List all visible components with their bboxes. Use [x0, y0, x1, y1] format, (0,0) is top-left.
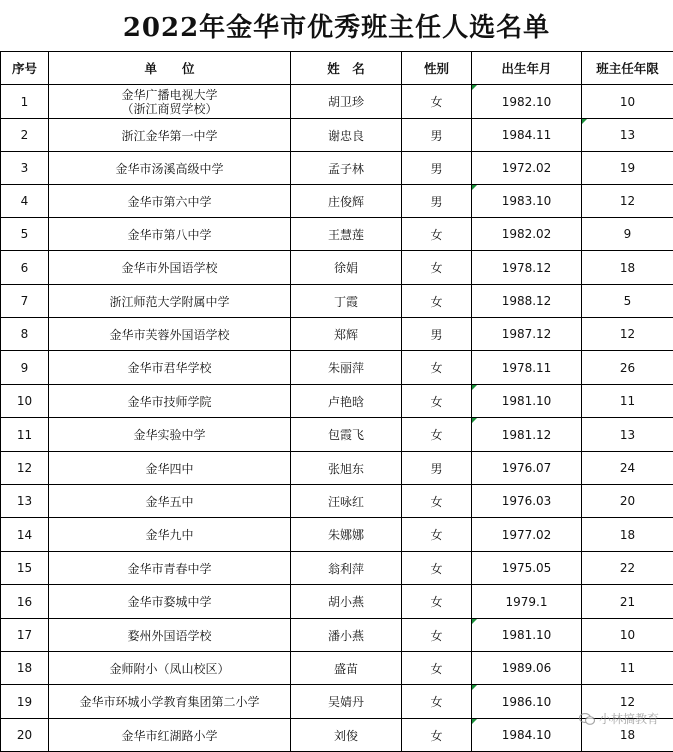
header-birth: 出生年月 [472, 52, 582, 85]
cell-birth: 1978.11 [472, 351, 582, 385]
cell-gender: 女 [402, 85, 472, 119]
cell-years: 11 [582, 652, 673, 685]
cell-gender: 女 [402, 619, 472, 652]
cell-gender: 男 [402, 152, 472, 185]
cell-unit: 金华市青春中学 [49, 552, 291, 585]
cell-gender: 女 [402, 685, 472, 719]
cell-birth: 1976.03 [472, 485, 582, 518]
table-row [1, 119, 673, 152]
cell-years: 12 [582, 318, 673, 351]
cell-years: 11 [582, 385, 673, 418]
cell-unit: 浙江金华第一中学 [49, 119, 291, 152]
cell-birth: 1984.11 [472, 119, 582, 152]
table-row [1, 285, 673, 318]
cell-name: 丁霞 [291, 285, 402, 318]
cell-gender: 男 [402, 185, 472, 218]
cell-index: 6 [1, 251, 49, 285]
cell-years: 26 [582, 351, 673, 385]
table-row [1, 251, 673, 285]
cell-birth: 1988.12 [472, 285, 582, 318]
cell-index: 2 [1, 119, 49, 152]
cell-index: 12 [1, 452, 49, 485]
cell-unit: 金华市第八中学 [49, 218, 291, 251]
cell-years: 13 [582, 119, 673, 152]
cell-years: 10 [582, 619, 673, 652]
table-row [1, 585, 673, 619]
cell-name: 刘俊 [291, 719, 402, 752]
cell-index: 16 [1, 585, 49, 619]
cell-name: 王慧莲 [291, 218, 402, 251]
cell-unit: 金华市技师学院 [49, 385, 291, 418]
table-row [1, 685, 673, 719]
cell-gender: 女 [402, 285, 472, 318]
cell-name: 孟子林 [291, 152, 402, 185]
cell-index: 4 [1, 185, 49, 218]
cell-years: 18 [582, 251, 673, 285]
table-row [1, 418, 673, 452]
unit-line: （浙江商贸学校） [121, 102, 217, 116]
header-row [1, 52, 673, 85]
cell-gender: 女 [402, 652, 472, 685]
watermark-text: 小林搞教育 [599, 710, 659, 727]
cell-gender: 女 [402, 351, 472, 385]
cell-unit [49, 85, 291, 119]
cell-name: 卢艳晗 [291, 385, 402, 418]
cell-years: 5 [582, 285, 673, 318]
watermark [579, 710, 659, 727]
cell-index: 5 [1, 218, 49, 251]
cell-index: 17 [1, 619, 49, 652]
table-row [1, 318, 673, 351]
cell-years: 18 [582, 518, 673, 552]
cell-gender: 男 [402, 119, 472, 152]
cell-index: 18 [1, 652, 49, 685]
header-gender: 性别 [402, 52, 472, 85]
cell-birth: 1982.10 [472, 85, 582, 119]
cell-unit: 金华市芙蓉外国语学校 [49, 318, 291, 351]
cell-birth: 1977.02 [472, 518, 582, 552]
cell-unit: 金华四中 [49, 452, 291, 485]
cell-name: 朱丽萍 [291, 351, 402, 385]
cell-name: 盛苗 [291, 652, 402, 685]
table-row [1, 518, 673, 552]
cell-unit: 金华市汤溪高级中学 [49, 152, 291, 185]
cell-birth: 1975.05 [472, 552, 582, 585]
cell-years: 21 [582, 585, 673, 619]
cell-birth: 1983.10 [472, 185, 582, 218]
cell-birth: 1979.1 [472, 585, 582, 619]
cell-index: 8 [1, 318, 49, 351]
cell-gender: 女 [402, 719, 472, 752]
cell-birth: 1989.06 [472, 652, 582, 685]
cell-name: 谢忠良 [291, 119, 402, 152]
cell-birth: 1972.02 [472, 152, 582, 185]
cell-unit: 金华市君华学校 [49, 351, 291, 385]
cell-gender: 女 [402, 418, 472, 452]
cell-years: 22 [582, 552, 673, 585]
table-row [1, 619, 673, 652]
cell-index: 13 [1, 485, 49, 518]
cell-index: 10 [1, 385, 49, 418]
cell-index: 7 [1, 285, 49, 318]
cell-unit: 金华市第六中学 [49, 185, 291, 218]
cell-unit: 金华市婺城中学 [49, 585, 291, 619]
cell-name: 徐娟 [291, 251, 402, 285]
cell-years: 12 [582, 685, 673, 719]
cell-birth: 1981.10 [472, 619, 582, 652]
cell-unit: 婺州外国语学校 [49, 619, 291, 652]
cell-years: 20 [582, 485, 673, 518]
cell-unit: 金师附小（凤山校区） [49, 652, 291, 685]
cell-index: 20 [1, 719, 49, 752]
cell-unit: 浙江师范大学附属中学 [49, 285, 291, 318]
cell-index: 1 [1, 85, 49, 119]
cell-gender: 男 [402, 318, 472, 351]
table-row [1, 652, 673, 685]
cell-years: 10 [582, 85, 673, 119]
cell-name: 汪咏红 [291, 485, 402, 518]
cell-years: 9 [582, 218, 673, 251]
candidate-table [0, 51, 673, 752]
cell-unit: 金华市环城小学教育集团第二小学 [49, 685, 291, 719]
cell-name: 庄俊辉 [291, 185, 402, 218]
cell-gender: 女 [402, 518, 472, 552]
header-years: 班主任年限 [582, 52, 673, 85]
table-row [1, 485, 673, 518]
cell-index: 19 [1, 685, 49, 719]
cell-unit: 金华实验中学 [49, 418, 291, 452]
cell-gender: 女 [402, 218, 472, 251]
table-row [1, 152, 673, 185]
table-row [1, 218, 673, 251]
cell-years: 12 [582, 185, 673, 218]
table-row [1, 85, 673, 119]
cell-index: 3 [1, 152, 49, 185]
header-name: 姓 名 [291, 52, 402, 85]
cell-birth: 1987.12 [472, 318, 582, 351]
cell-name: 包霞飞 [291, 418, 402, 452]
cell-name: 张旭东 [291, 452, 402, 485]
cell-unit: 金华五中 [49, 485, 291, 518]
cell-name: 胡卫珍 [291, 85, 402, 119]
cell-birth: 1984.10 [472, 719, 582, 752]
cell-name: 朱娜娜 [291, 518, 402, 552]
cell-gender: 男 [402, 452, 472, 485]
cell-birth: 1978.12 [472, 251, 582, 285]
cell-gender: 女 [402, 585, 472, 619]
cell-index: 15 [1, 552, 49, 585]
cell-birth: 1981.10 [472, 385, 582, 418]
cell-name: 翁利萍 [291, 552, 402, 585]
table-row [1, 719, 673, 752]
cell-gender: 女 [402, 385, 472, 418]
cell-birth: 1986.10 [472, 685, 582, 719]
cell-years: 18 [582, 719, 673, 752]
cell-years: 24 [582, 452, 673, 485]
cell-years: 13 [582, 418, 673, 452]
cell-unit: 金华九中 [49, 518, 291, 552]
header-unit: 单 位 [49, 52, 291, 85]
unit-line: 金华广播电视大学 [121, 88, 217, 102]
cell-birth: 1976.07 [472, 452, 582, 485]
table-row [1, 185, 673, 218]
cell-gender: 女 [402, 485, 472, 518]
cell-birth: 1982.02 [472, 218, 582, 251]
page-title: 2022年金华市优秀班主任人选名单 [0, 0, 673, 51]
cell-name: 胡小燕 [291, 585, 402, 619]
cell-index: 14 [1, 518, 49, 552]
cell-gender: 女 [402, 552, 472, 585]
cell-name: 郑辉 [291, 318, 402, 351]
cell-birth: 1981.12 [472, 418, 582, 452]
table-row [1, 351, 673, 385]
cell-unit: 金华市红湖路小学 [49, 719, 291, 752]
cell-name: 潘小燕 [291, 619, 402, 652]
header-index: 序号 [1, 52, 49, 85]
cell-name: 吴婧丹 [291, 685, 402, 719]
table-row [1, 385, 673, 418]
cell-index: 11 [1, 418, 49, 452]
cell-unit: 金华市外国语学校 [49, 251, 291, 285]
table-row [1, 452, 673, 485]
cell-gender: 女 [402, 251, 472, 285]
table-row [1, 552, 673, 585]
cell-years: 19 [582, 152, 673, 185]
wechat-icon [579, 713, 595, 725]
cell-index: 9 [1, 351, 49, 385]
